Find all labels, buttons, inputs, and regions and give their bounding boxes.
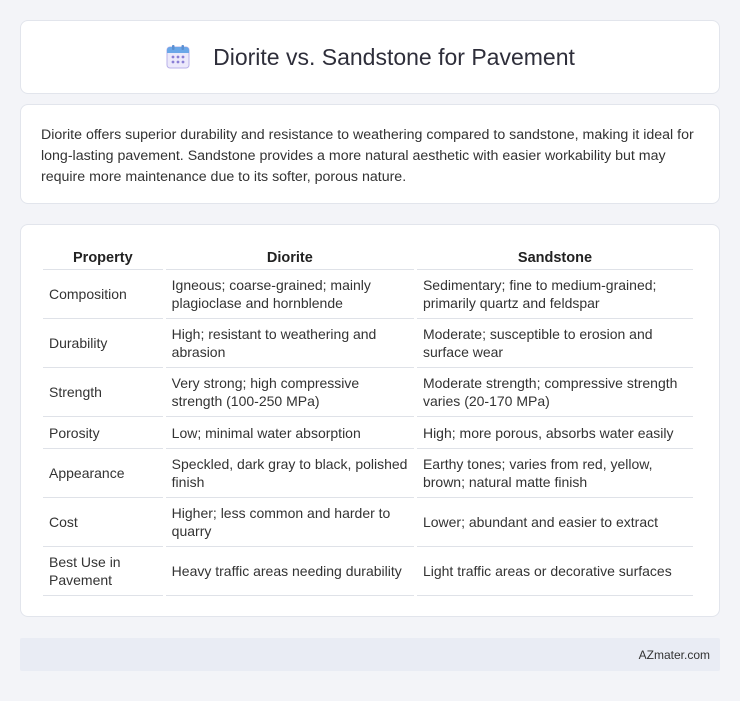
property-cell: Cost (43, 498, 163, 547)
calendar-icon (165, 44, 191, 70)
column-header-sandstone: Sandstone (417, 245, 693, 270)
footer-site-link[interactable]: AZmater.com (638, 647, 710, 662)
property-cell: Appearance (43, 449, 163, 498)
property-cell: Porosity (43, 417, 163, 449)
sandstone-cell: High; more porous, absorbs water easily (417, 417, 693, 449)
diorite-cell: Low; minimal water absorption (166, 417, 414, 449)
sandstone-cell: Moderate; susceptible to erosion and surface wear (417, 319, 693, 368)
column-header-diorite: Diorite (166, 245, 414, 270)
table-row (43, 270, 693, 319)
sandstone-cell: Moderate strength; compressive strength varies (20-170 MPa) (417, 368, 693, 417)
table-row (43, 498, 693, 547)
comparison-table-card (20, 224, 720, 617)
comparison-table (40, 245, 696, 596)
summary-text: Diorite offers superior durability and resistance to weathering compared to sandstone, making it ideal for long-lasting pavement. Sandstone provides a more natural aesthetic with easier workability but may require more maintenance due to its softer, porous nature. (41, 127, 694, 185)
sandstone-cell: Earthy tones; varies from red, yellow, brown; natural matte finish (417, 449, 693, 498)
header-card (20, 20, 720, 94)
diorite-cell: Higher; less common and harder to quarry (166, 498, 414, 547)
diorite-cell: Igneous; coarse-grained; mainly plagioclase and hornblende (166, 270, 414, 319)
table-row (43, 319, 693, 368)
diorite-cell: Heavy traffic areas needing durability (166, 547, 414, 596)
property-cell: Durability (43, 319, 163, 368)
property-cell: Composition (43, 270, 163, 319)
diorite-cell: Speckled, dark gray to black, polished finish (166, 449, 414, 498)
table-row (43, 368, 693, 417)
table-row (43, 547, 693, 596)
table-row (43, 417, 693, 449)
sandstone-cell: Light traffic areas or decorative surfaces (417, 547, 693, 596)
sandstone-cell: Lower; abundant and easier to extract (417, 498, 693, 547)
table-row (43, 449, 693, 498)
page-title: Diorite vs. Sandstone for Pavement (213, 43, 575, 70)
summary-card (20, 104, 720, 204)
table-header-row (43, 245, 693, 270)
diorite-cell: High; resistant to weathering and abrasion (166, 319, 414, 368)
property-cell: Best Use in Pavement (43, 547, 163, 596)
property-cell: Strength (43, 368, 163, 417)
diorite-cell: Very strong; high compressive strength (100-250 MPa) (166, 368, 414, 417)
column-header-property: Property (43, 245, 163, 270)
sandstone-cell: Sedimentary; fine to medium-grained; primarily quartz and feldspar (417, 270, 693, 319)
footer (20, 638, 720, 671)
